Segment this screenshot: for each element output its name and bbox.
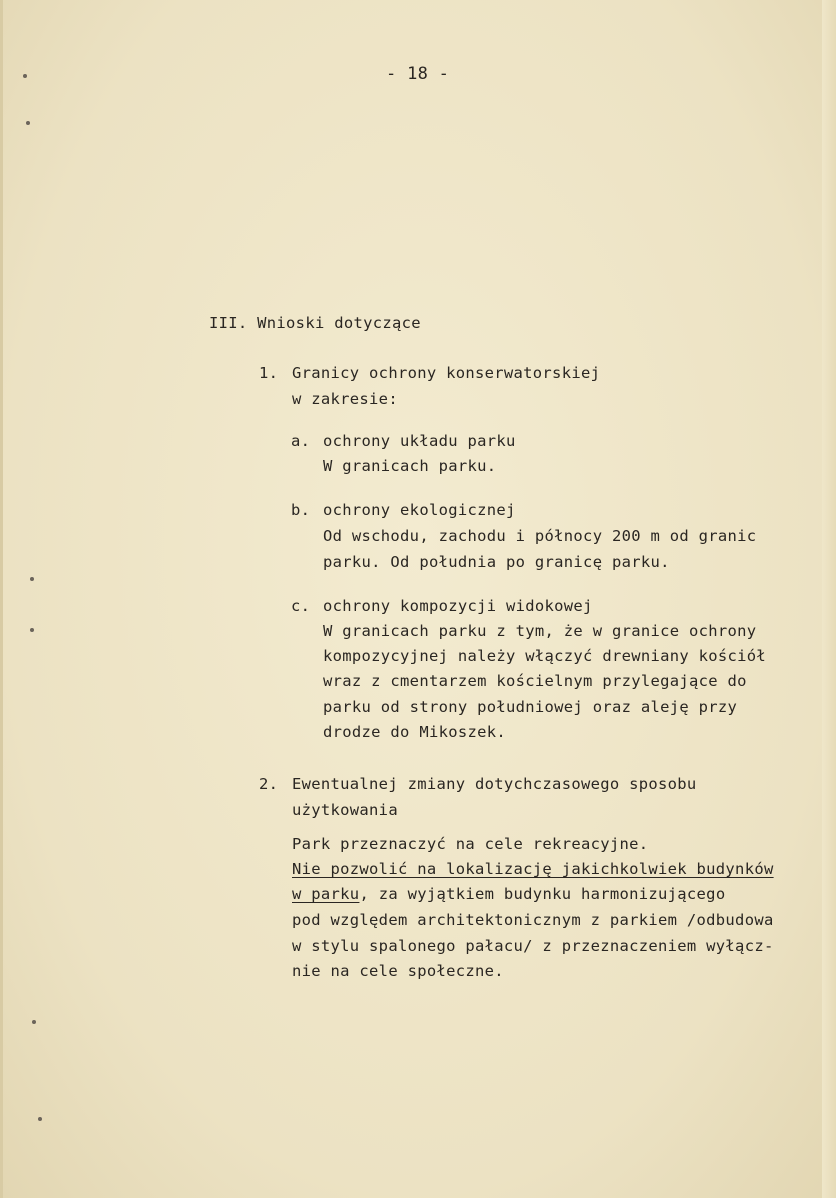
- subitem-b-line-2: parku. Od południa po granicę parku.: [323, 553, 670, 571]
- binder-hole-mark: [38, 1117, 42, 1121]
- page-right-edge: [822, 0, 836, 1198]
- page-number: - 18 -: [386, 64, 450, 84]
- item-2-body-line-3: [292, 884, 725, 904]
- subitem-b-letter: b.: [291, 501, 311, 519]
- item-2-body-line-5: w stylu spalonego pałacu/ z przeznaczeniem wyłącz-: [292, 937, 774, 955]
- subitem-a-line: W granicach parku.: [323, 457, 497, 475]
- subitem-c-title: ochrony kompozycji widokowej: [323, 597, 593, 615]
- subitem-c-line-5: drodze do Mikoszek.: [323, 723, 507, 741]
- subitem-c-line-4: parku od strony południowej oraz aleję przy: [323, 698, 738, 716]
- binder-hole-mark: [32, 1020, 36, 1024]
- binder-hole-mark: [30, 577, 34, 581]
- item-2-body-line-2: Nie pozwolić na lokalizację jakichkolwiek budynków: [292, 860, 774, 878]
- item-2-title-line-2: użytkowania: [292, 801, 398, 819]
- underlined-phrase: w parku: [292, 885, 360, 903]
- item-2-title-line-1: Ewentualnej zmiany dotychczasowego sposobu: [292, 775, 697, 793]
- subitem-b-line-1: Od wschodu, zachodu i północy 200 m od granic: [323, 527, 757, 545]
- section-heading: III. Wnioski dotyczące: [209, 314, 421, 332]
- item-2-body-line-4: pod względem architektonicznym z parkiem /odbudowa: [292, 911, 774, 929]
- subitem-a-letter: a.: [291, 432, 311, 450]
- item-2-body-line-1: Park przeznaczyć na cele rekreacyjne.: [292, 835, 649, 853]
- item-2-body-line-6: nie na cele społeczne.: [292, 962, 504, 980]
- item-1-title-line-2: w zakresie:: [292, 390, 398, 408]
- binder-hole-mark: [23, 74, 27, 78]
- item-2-number: 2.: [259, 775, 279, 793]
- subitem-c-line-3: wraz z cmentarzem kościelnym przylegające do: [323, 672, 747, 690]
- item-1-number: 1.: [259, 364, 279, 382]
- subitem-c-line-1: W granicach parku z tym, że w granice ochrony: [323, 622, 757, 640]
- subitem-a-title: ochrony układu parku: [323, 432, 516, 450]
- page-left-edge: [0, 0, 3, 1198]
- item-2-body-line-3-rest: , za wyjątkiem budynku harmonizującego: [359, 885, 726, 903]
- item-1-title-line-1: Granicy ochrony konserwatorskiej: [292, 364, 601, 382]
- subitem-c-letter: c.: [291, 597, 311, 615]
- subitem-b-title: ochrony ekologicznej: [323, 501, 516, 519]
- binder-hole-mark: [26, 121, 30, 125]
- binder-hole-mark: [30, 628, 34, 632]
- subitem-c-line-2: kompozycyjnej należy włączyć drewniany kościół: [323, 647, 767, 665]
